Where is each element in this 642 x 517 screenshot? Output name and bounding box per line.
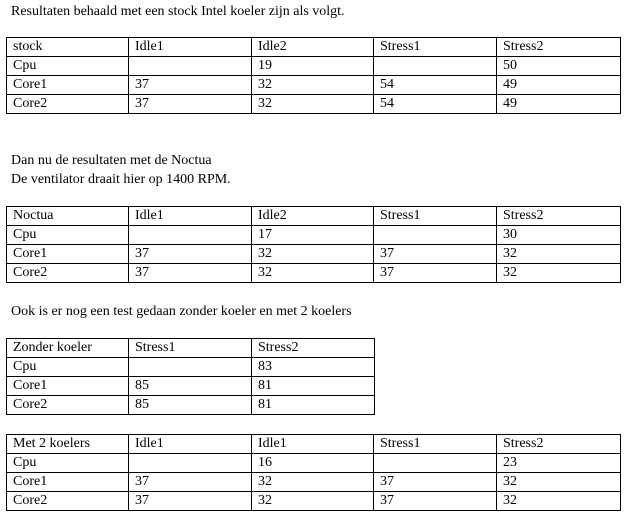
table-cell: Core1 [7, 473, 129, 492]
table-header-cell: Idle1 [129, 207, 252, 226]
table-cell [129, 57, 252, 76]
table-cell [374, 57, 497, 76]
table-cell: 49 [497, 95, 621, 114]
table-cell: 37 [129, 245, 252, 264]
table-cell: Cpu [7, 358, 129, 377]
table-header-cell: Idle2 [252, 207, 374, 226]
table-header-cell: Stress2 [497, 38, 621, 57]
table-row [7, 57, 621, 76]
table-header-cell: Idle1 [129, 38, 252, 57]
table-header-row [7, 207, 621, 226]
table-cell: Core1 [7, 76, 129, 95]
intro-text: Resultaten behaald met een stock Intel koeler zijn als volgt. [11, 4, 345, 19]
table-cell: 30 [497, 226, 621, 245]
table-header-cell: Stress2 [497, 207, 621, 226]
noctua-intro-line2: De ventilator draait hier op 1400 RPM. [11, 172, 231, 187]
stock-results-table [6, 37, 621, 114]
table-header-row [7, 435, 621, 454]
table-row [7, 245, 621, 264]
table-cell: 54 [374, 95, 497, 114]
table-cell: 37 [374, 492, 497, 511]
twee-koelers-table [6, 434, 621, 511]
table-cell: Core2 [7, 396, 129, 415]
table-cell [129, 226, 252, 245]
table-cell: 37 [129, 76, 252, 95]
table-cell: 85 [129, 377, 252, 396]
table-row [7, 454, 621, 473]
table-cell: 37 [129, 264, 252, 283]
table-cell: 37 [129, 492, 252, 511]
table-header-cell: stock [7, 38, 129, 57]
table-row [7, 358, 375, 377]
table-cell: 32 [252, 473, 374, 492]
table-cell: 37 [374, 473, 497, 492]
table-cell: Core1 [7, 245, 129, 264]
table-cell: Core1 [7, 377, 129, 396]
noctua-intro-line1: Dan nu de resultaten met de Noctua [11, 153, 212, 168]
table-cell: 81 [252, 377, 375, 396]
table-row [7, 226, 621, 245]
table-header-row [7, 38, 621, 57]
table-cell: Core2 [7, 264, 129, 283]
table-cell: 83 [252, 358, 375, 377]
table-header-cell: Idle1 [252, 435, 374, 454]
table-header-cell: Idle2 [252, 38, 374, 57]
table-cell: 32 [497, 473, 621, 492]
table-cell: Core2 [7, 95, 129, 114]
table-row [7, 492, 621, 511]
table-cell: 81 [252, 396, 375, 415]
table-cell: Cpu [7, 454, 129, 473]
table-row [7, 377, 375, 396]
table-header-cell: Stress2 [497, 435, 621, 454]
table-cell: 19 [252, 57, 374, 76]
table-row [7, 95, 621, 114]
noctua-results-table [6, 206, 621, 283]
table-header-cell: Stress2 [252, 339, 375, 358]
table-cell: Cpu [7, 57, 129, 76]
extra-test-text: Ook is er nog een test gedaan zonder koeler en met 2 koelers [11, 304, 352, 319]
table-cell: 32 [252, 264, 374, 283]
table-header-cell: Met 2 koelers [7, 435, 129, 454]
table-cell: 49 [497, 76, 621, 95]
table-cell: 37 [129, 473, 252, 492]
table-cell: Cpu [7, 226, 129, 245]
table-cell: 32 [497, 245, 621, 264]
table-cell: 85 [129, 396, 252, 415]
table-cell: 23 [497, 454, 621, 473]
table-cell: 32 [497, 264, 621, 283]
table-cell: 17 [252, 226, 374, 245]
table-cell: 50 [497, 57, 621, 76]
table-header-row [7, 339, 375, 358]
table-row [7, 473, 621, 492]
table-cell: 37 [374, 264, 497, 283]
table-header-cell: Idle1 [129, 435, 252, 454]
table-header-cell: Zonder koeler [7, 339, 129, 358]
table-row [7, 76, 621, 95]
table-cell [374, 226, 497, 245]
table-cell: 54 [374, 76, 497, 95]
table-cell: 32 [252, 76, 374, 95]
table-cell: 37 [374, 245, 497, 264]
table-header-cell: Stress1 [374, 207, 497, 226]
table-cell [129, 454, 252, 473]
table-row [7, 396, 375, 415]
table-header-cell: Stress1 [374, 435, 497, 454]
table-cell: 16 [252, 454, 374, 473]
table-cell: 37 [129, 95, 252, 114]
table-cell: 32 [497, 492, 621, 511]
table-cell [374, 454, 497, 473]
zonder-koeler-table [6, 338, 375, 415]
table-cell: 32 [252, 245, 374, 264]
table-cell: 32 [252, 492, 374, 511]
table-header-cell: Noctua [7, 207, 129, 226]
table-header-cell: Stress1 [129, 339, 252, 358]
table-cell: 32 [252, 95, 374, 114]
table-cell [129, 358, 252, 377]
table-header-cell: Stress1 [374, 38, 497, 57]
table-row [7, 264, 621, 283]
table-cell: Core2 [7, 492, 129, 511]
